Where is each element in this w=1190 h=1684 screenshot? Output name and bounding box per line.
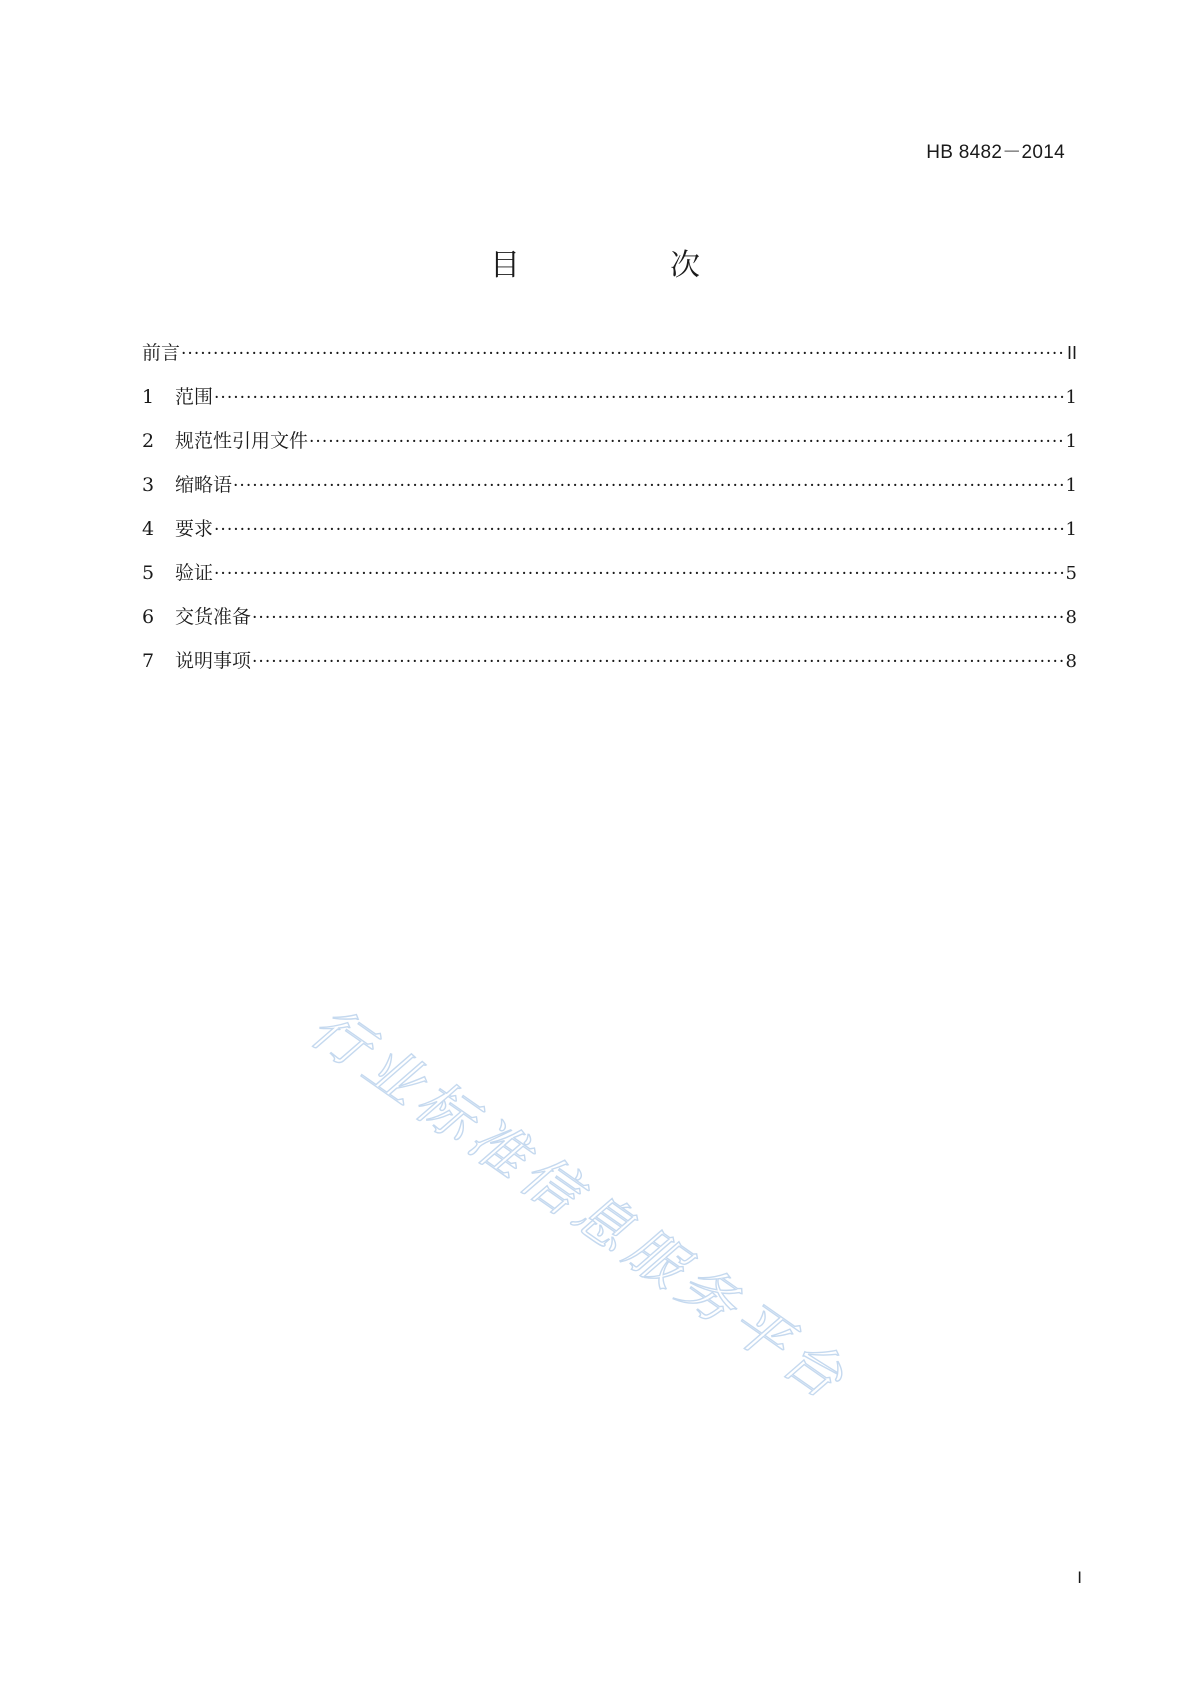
toc-entry-scope[interactable] [142, 382, 1077, 426]
toc-entry-label: 要求 [175, 518, 214, 540]
toc-entry-foreword[interactable] [142, 338, 1077, 382]
toc-entry-label: 前言 [142, 342, 181, 364]
toc-entry-delivery-preparation[interactable] [142, 602, 1077, 646]
toc-entry-number: 1 [142, 386, 155, 408]
toc-entry-number: 5 [142, 562, 155, 584]
toc-entry-page: 1 [1065, 387, 1077, 408]
toc-entry-number: 2 [142, 430, 155, 452]
toc-entry-page: 1 [1065, 431, 1077, 452]
toc-leader-dots [252, 652, 1065, 672]
toc-entry-label: 说明事项 [175, 650, 252, 672]
toc-entry-number: 3 [142, 474, 155, 496]
toc-entry-label: 验证 [175, 562, 214, 584]
toc-entry-page: 8 [1065, 607, 1077, 628]
toc-entry-page: 5 [1065, 563, 1077, 584]
toc-entry-number: 7 [142, 650, 155, 672]
toc-entry-verification[interactable] [142, 558, 1077, 602]
toc-entry-normative-references[interactable] [142, 426, 1077, 470]
toc-entry-number: 4 [142, 518, 155, 540]
watermark: 行业标准信息服务平台 [298, 995, 861, 1416]
standard-code: HB 8482－2014 [926, 142, 1065, 163]
toc-leader-dots [233, 476, 1065, 496]
toc-entry-label: 规范性引用文件 [175, 430, 309, 452]
toc-entry-requirements[interactable] [142, 514, 1077, 558]
toc-entry-page: 1 [1065, 519, 1077, 540]
toc-entry-label: 交货准备 [175, 606, 252, 628]
toc-entry-number: 6 [142, 606, 155, 628]
toc-entry-page: 1 [1065, 475, 1077, 496]
toc-leader-dots [252, 608, 1065, 628]
toc-entry-page: II [1066, 343, 1077, 363]
toc-title: 目 次 [490, 248, 760, 283]
toc-entry-label: 范围 [175, 386, 214, 408]
toc-entry-notes[interactable] [142, 646, 1077, 690]
toc-leader-dots [214, 388, 1065, 408]
toc-leader-dots [309, 432, 1065, 452]
toc-list [142, 338, 1077, 690]
toc-entry-abbreviations[interactable] [142, 470, 1077, 514]
toc-entry-page: 8 [1065, 651, 1077, 672]
toc-leader-dots [181, 344, 1066, 364]
toc-leader-dots [214, 564, 1065, 584]
page-number: I [1077, 1568, 1082, 1587]
toc-entry-label: 缩略语 [175, 474, 233, 496]
toc-leader-dots [214, 520, 1065, 540]
